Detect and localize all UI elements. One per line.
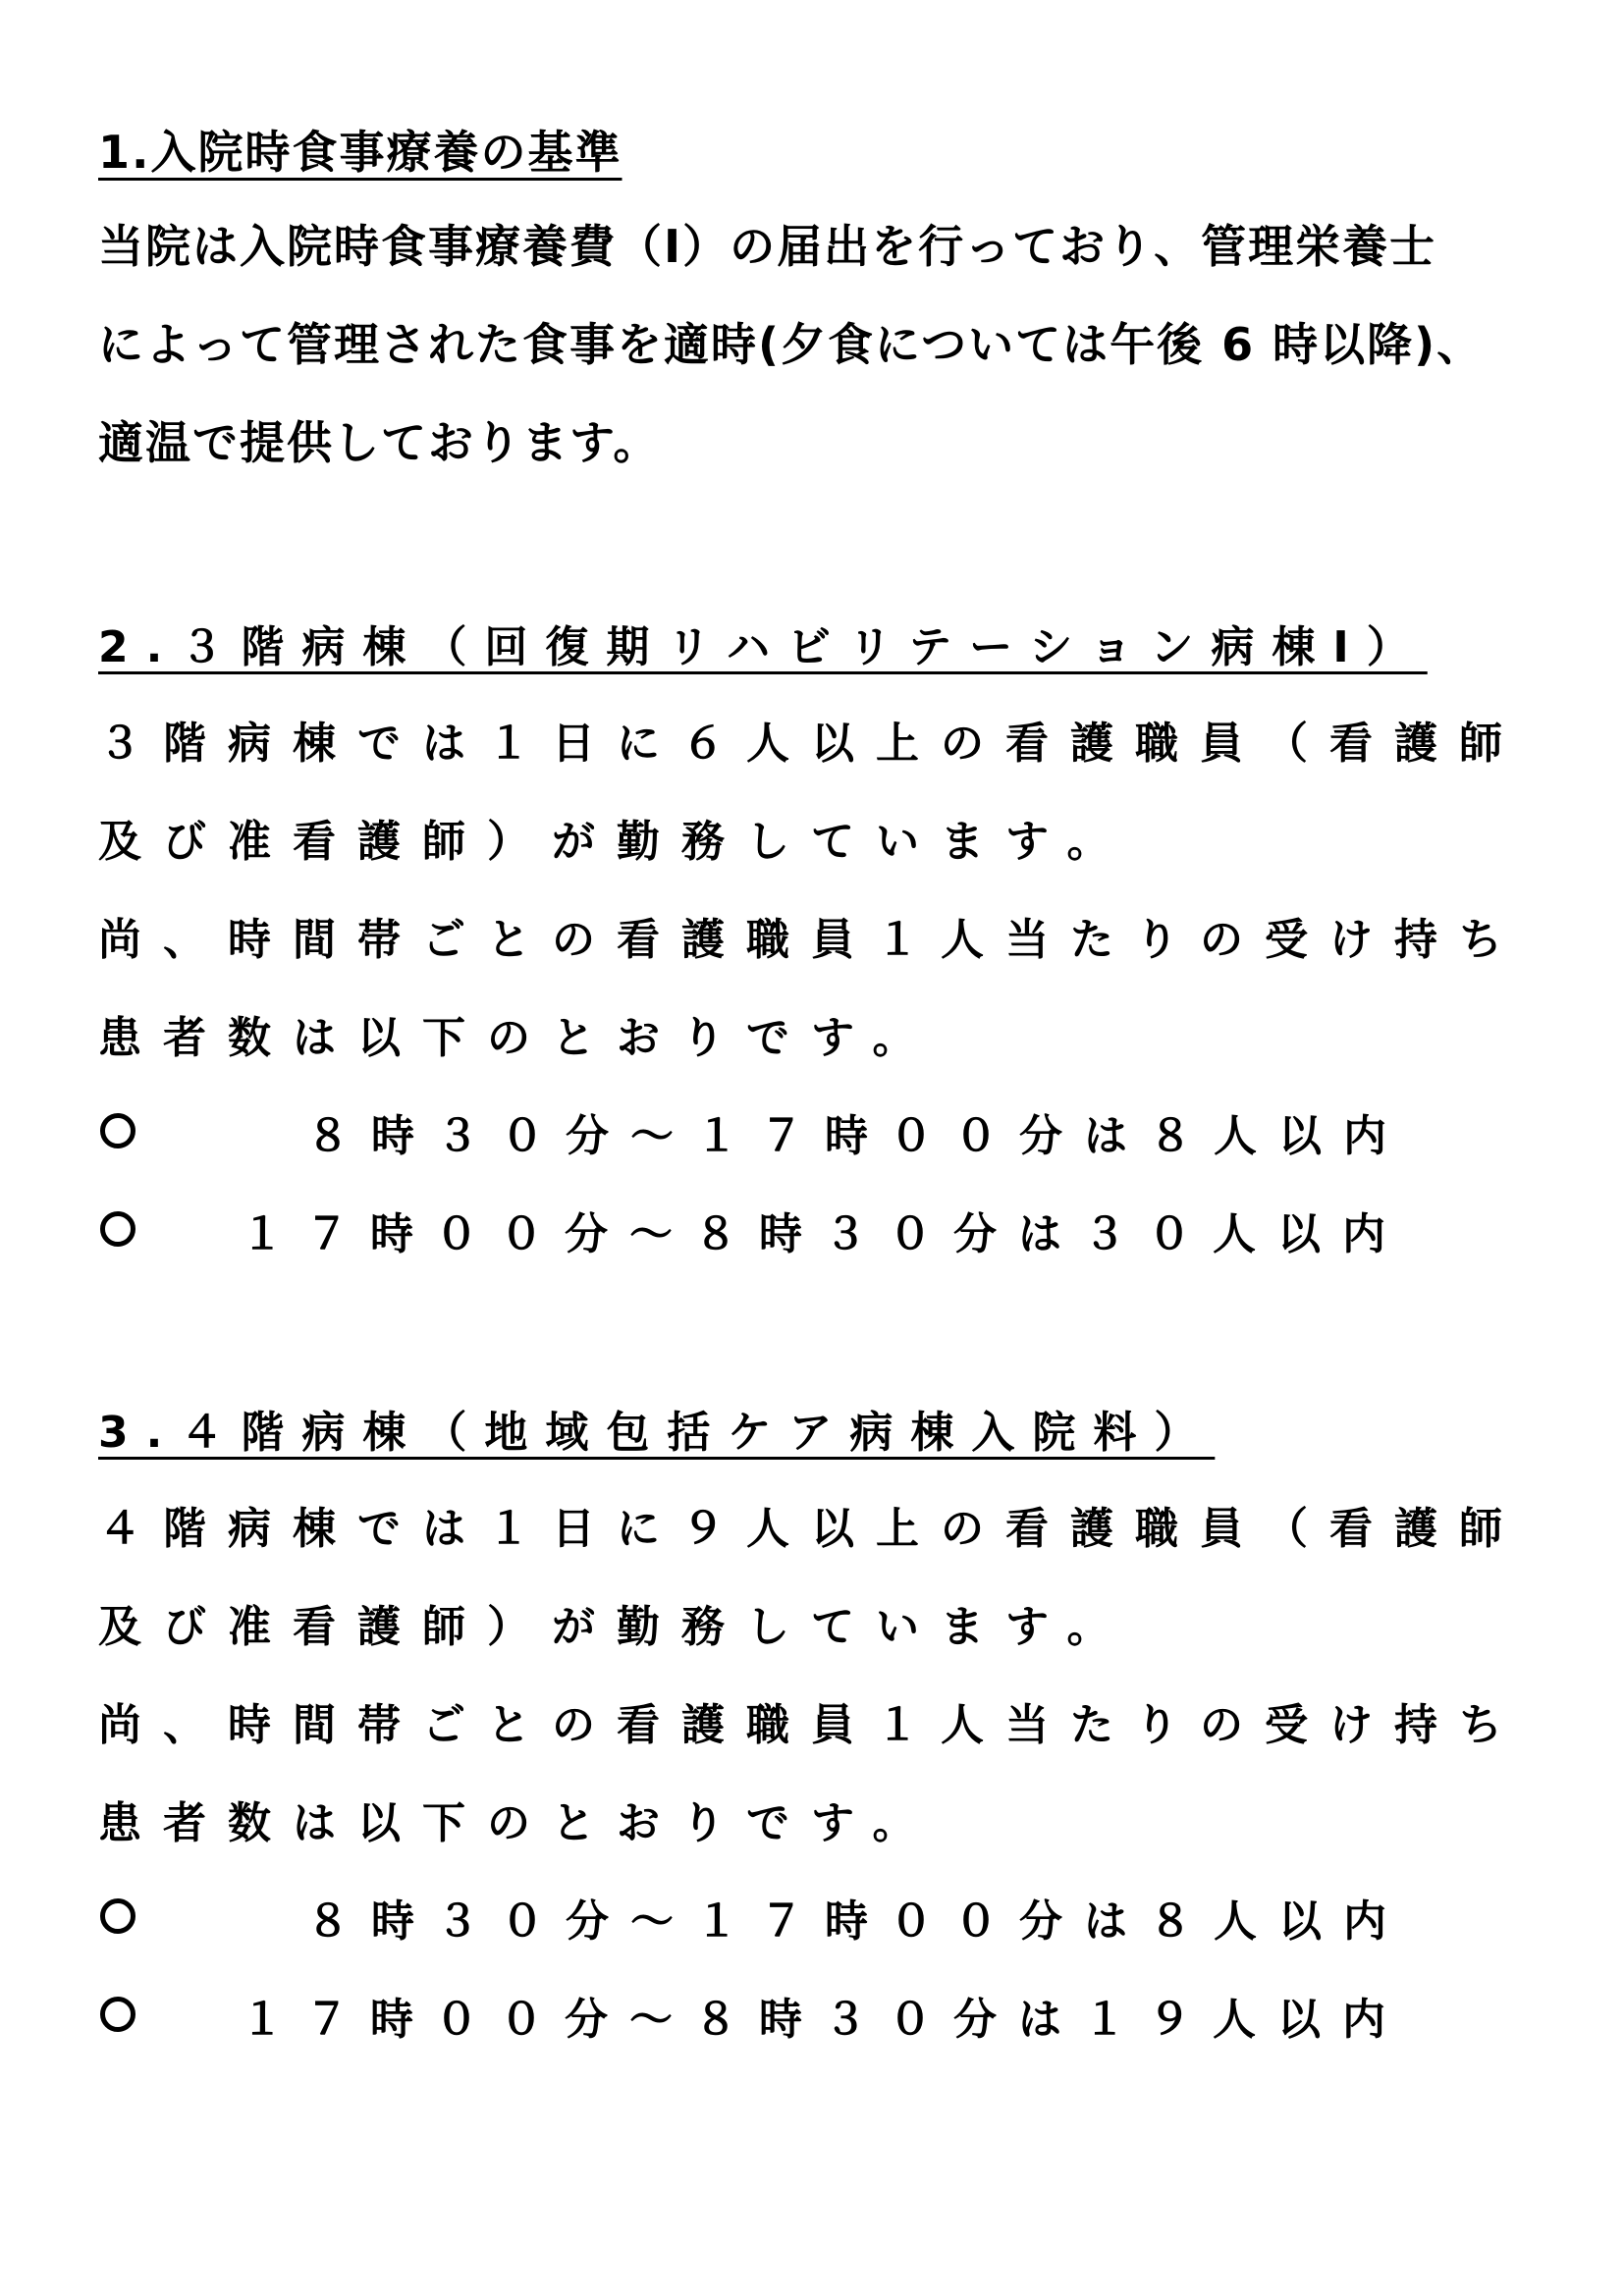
circle-bullet-icon xyxy=(100,1997,135,2032)
section3-line-4: 患者数は以下のとおりです。 xyxy=(98,1798,938,1848)
section2-shift-1 xyxy=(100,1113,135,1149)
section3-shift-1-text: ８時３０分～１７時００分は８人以内 xyxy=(306,1896,1408,1947)
section2-line-4: 患者数は以下のとおりです。 xyxy=(98,1013,938,1063)
section1-line-1: 当院は入院時食事療養費（Ⅰ）の届出を行っており、管理栄養士 xyxy=(98,220,1437,273)
section3-shift-1 xyxy=(100,1898,135,1935)
section3-line-1: ４階病棟では１日に９人以上の看護職員（看護師 xyxy=(98,1504,1524,1554)
section3-line-2: 及び准看護師）が勤務しています。 xyxy=(98,1602,1132,1652)
section2-shift-2-text: １７時００分～８時３０分は３０人以内 xyxy=(241,1209,1407,1259)
section3-heading: 3.４階病棟（地域包括ケア病棟入院料） xyxy=(98,1408,1216,1458)
section3-line-3: 尚、時間帯ごとの看護職員１人当たりの受け持ち xyxy=(98,1700,1524,1750)
section1-line-3: 適温で提供しております。 xyxy=(98,416,661,469)
section2-shift-2 xyxy=(100,1211,135,1248)
section3-shift-2-text: １７時００分～８時３０分は１９人以内 xyxy=(241,1995,1407,2045)
section2-heading: 2.３階病棟（回復期リハビリテーション病棟Ⅰ） xyxy=(98,622,1428,672)
circle-bullet-icon xyxy=(100,1113,135,1148)
section2-line-3: 尚、時間帯ごとの看護職員１人当たりの受け持ち xyxy=(98,915,1524,965)
section1-line-2: によって管理された食事を適時(夕食については午後 6 時以降)、 xyxy=(98,318,1485,371)
section1-heading: 1.入院時食事療養の基準 xyxy=(98,126,623,179)
section2-shift-1-text: ８時３０分～１７時００分は８人以内 xyxy=(306,1111,1408,1161)
circle-bullet-icon xyxy=(100,1211,135,1247)
circle-bullet-icon xyxy=(100,1898,135,1934)
section2-line-1: ３階病棟では１日に６人以上の看護職員（看護師 xyxy=(98,719,1524,769)
section2-line-2: 及び准看護師）が勤務しています。 xyxy=(98,817,1132,867)
section3-shift-2 xyxy=(100,1997,135,2033)
